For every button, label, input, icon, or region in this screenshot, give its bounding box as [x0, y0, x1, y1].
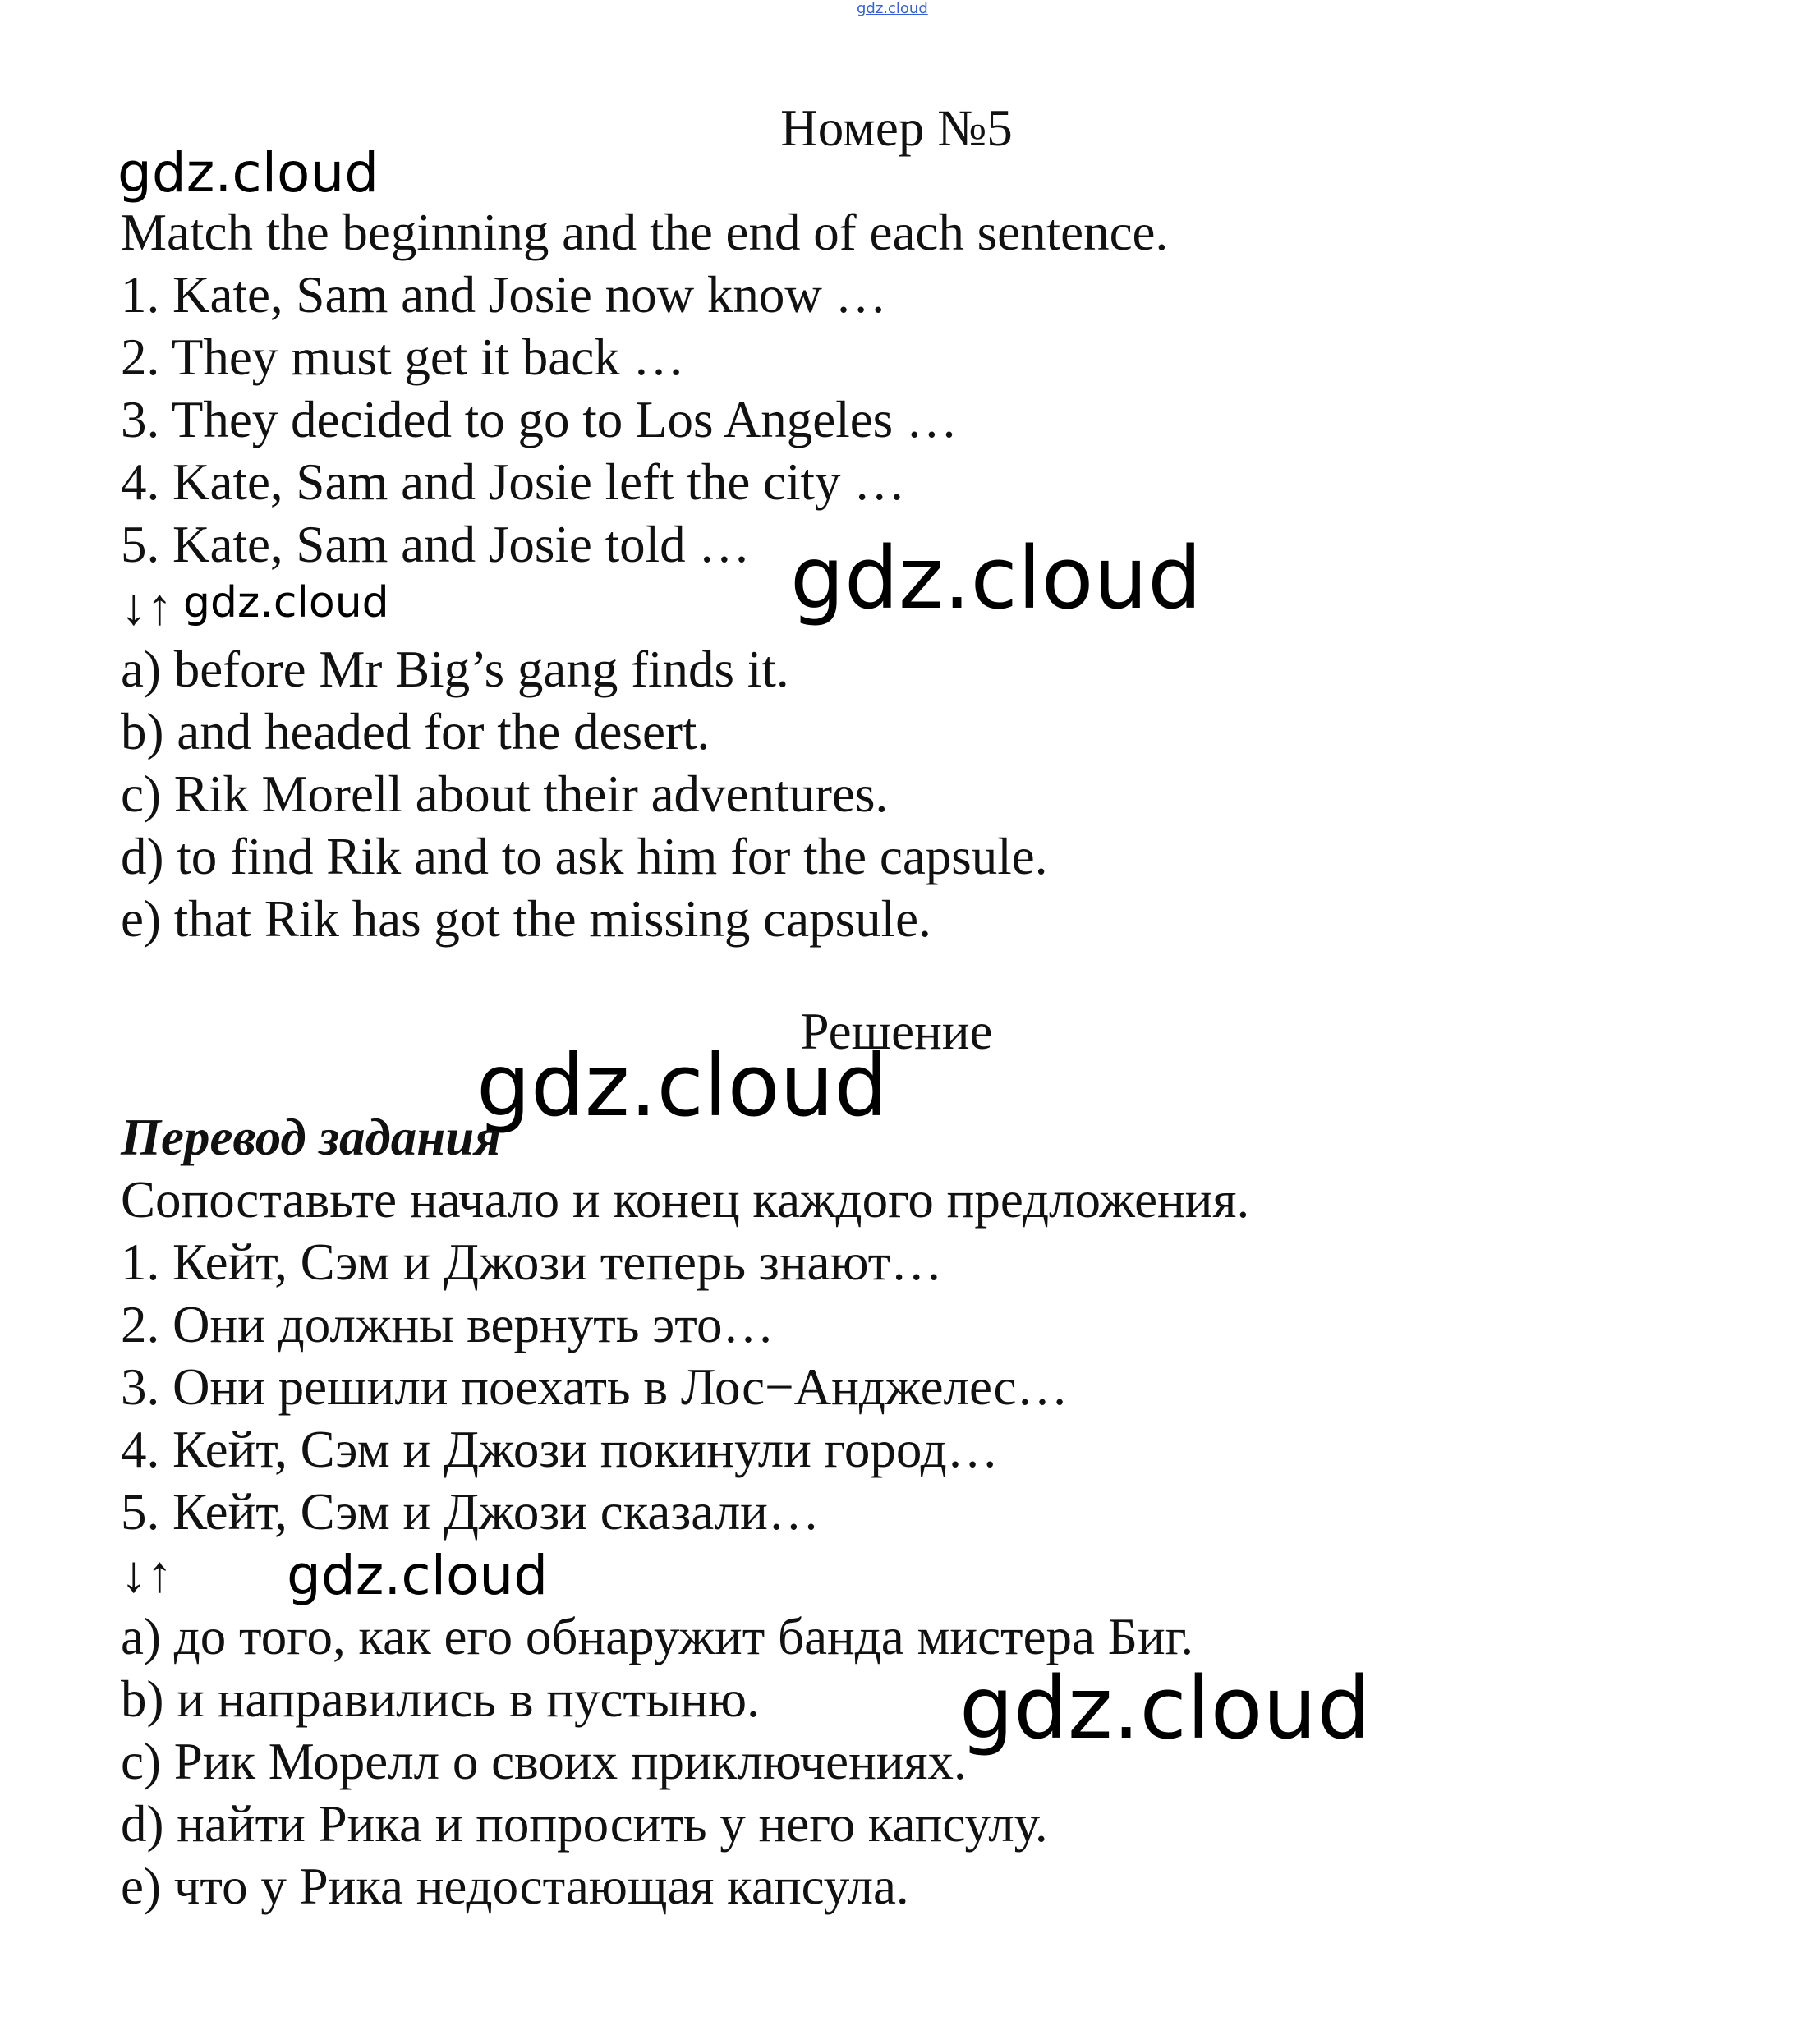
solution-title: Решение [800, 1003, 993, 1060]
translation-beginning-2: 2. Они должны вернуть это… [121, 1296, 775, 1353]
translation-ending-c: c) Рик Морелл о своих приключениях. [121, 1733, 967, 1790]
beginning-5: 5. Kate, Sam and Josie told … [121, 516, 751, 573]
translation-beginning-1: 1. Кейт, Сэм и Джози теперь знают… [121, 1233, 943, 1291]
watermark-top[interactable]: gdz.cloud [857, 0, 928, 17]
task-instruction: Match the beginning and the end of each sentence. [121, 204, 1169, 261]
ending-d: d) to find Rik and to ask him for the capsule. [121, 828, 1048, 885]
translation-beginning-5: 5. Кейт, Сэм и Джози сказали… [121, 1483, 820, 1541]
translation-arrows: ↓↑ [121, 1546, 172, 1603]
watermark: gdz.cloud [117, 141, 379, 204]
watermark: gdz.cloud [959, 1658, 1372, 1758]
ending-a: a) before Mr Big’s gang finds it. [121, 641, 789, 698]
beginning-2: 2. They must get it back … [121, 328, 685, 386]
ending-c: c) Rik Morell about their adventures. [121, 765, 889, 823]
translation-ending-b: b) и направились в пустыню. [121, 1670, 760, 1728]
translation-heading: Перевод задания [121, 1109, 501, 1166]
watermark: gdz.cloud [790, 528, 1202, 628]
ending-b: b) and headed for the desert. [121, 703, 710, 760]
match-arrows: ↓↑ [121, 578, 172, 636]
watermark: gdz.cloud [476, 1036, 889, 1136]
translation-beginning-3: 3. Они решили поехать в Лос−Анджелес… [121, 1358, 1069, 1416]
translation-ending-a: a) до того, как его обнаружит банда мистера Биг. [121, 1608, 1194, 1665]
translation-ending-d: d) найти Рика и попросить у него капсулу. [121, 1795, 1048, 1853]
watermark: gdz.cloud [287, 1544, 549, 1607]
page-title: Номер №5 [780, 99, 1013, 157]
translation-instruction: Сопоставьте начало и конец каждого предложения. [121, 1171, 1250, 1229]
beginning-1: 1. Kate, Sam and Josie now know … [121, 266, 887, 324]
watermark: gdz.cloud [183, 578, 389, 627]
ending-e: e) that Rik has got the missing capsule. [121, 890, 931, 948]
beginning-4: 4. Kate, Sam and Josie left the city … [121, 453, 906, 511]
beginning-3: 3. They decided to go to Los Angeles … [121, 391, 958, 448]
translation-beginning-4: 4. Кейт, Сэм и Джози покинули город… [121, 1421, 999, 1478]
translation-ending-e: e) что у Рика недостающая капсула. [121, 1858, 909, 1915]
